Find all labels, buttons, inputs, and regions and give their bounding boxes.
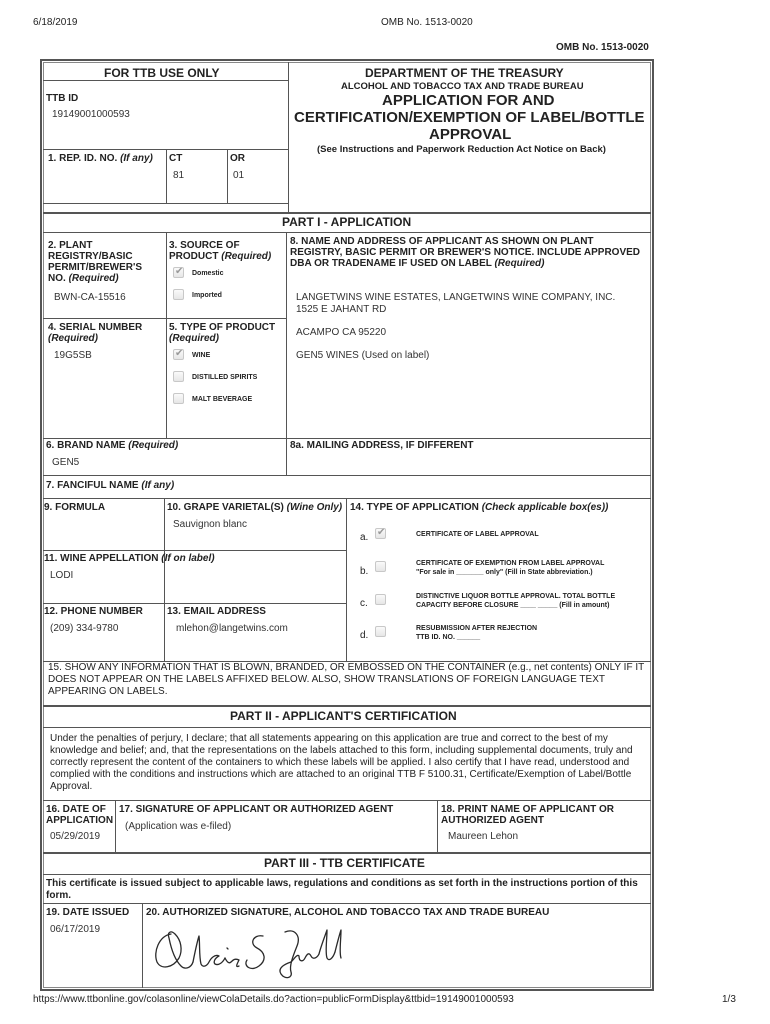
distinctive-bottle-text-2: CAPACITY BEFORE CLOSURE ____ _____ (Fill in amount): [416, 602, 610, 609]
distinctive-bottle-text-1: DISTINCTIVE LIQUOR BOTTLE APPROVAL. TOTAL BOTTLE: [416, 593, 616, 600]
applicant-label-1: 8. NAME AND ADDRESS OF APPLICANT AS SHOWN ON PLANT: [290, 236, 594, 247]
option-d-letter: d.: [360, 630, 369, 641]
ttb-id-label: TTB ID: [46, 93, 79, 104]
print-name-label-1: 18. PRINT NAME OF APPLICANT OR: [441, 804, 614, 815]
malt-beverage-checkbox[interactable]: [173, 393, 184, 404]
label-approval-text: CERTIFICATE OF LABEL APPROVAL: [416, 531, 539, 538]
rep-id-label: 1. REP. ID. NO. (If any): [48, 153, 153, 164]
print-name-value: Maureen Lehon: [448, 831, 519, 842]
grape-varietal-label: 10. GRAPE VARIETAL(S) (Wine Only): [167, 502, 343, 513]
malt-beverage-label: MALT BEVERAGE: [192, 396, 253, 403]
applicant-label-2: REGISTRY, BASIC PERMIT OR BREWER'S NOTICE. INCLUDE APPROVED: [290, 247, 640, 258]
distilled-spirits-label: DISTILLED SPIRITS: [192, 374, 258, 381]
ttb-use-only-heading: FOR TTB USE ONLY: [104, 66, 220, 80]
email-label: 13. EMAIL ADDRESS: [167, 606, 266, 617]
plant-label-1: 2. PLANT: [48, 240, 93, 251]
applicant-name: LANGETWINS WINE ESTATES, LANGETWINS WINE COMPANY, INC.: [296, 292, 616, 303]
appellation-value: LODI: [50, 570, 74, 581]
serial-label: 4. SERIAL NUMBER: [48, 322, 143, 333]
type-required: (Required): [169, 333, 219, 344]
form-title-line-2: CERTIFICATION/EXEMPTION OF LABEL/BOTTLE: [294, 109, 645, 126]
source-label-1: 3. SOURCE OF: [169, 240, 240, 251]
instructions-note: (See Instructions and Paperwork Reduction Act Notice on Back): [317, 144, 606, 155]
ct-label: CT: [169, 153, 183, 164]
resubmission-text-2: TTB ID. NO. ______: [416, 634, 481, 641]
brand-label: 6. BRAND NAME (Required): [46, 440, 179, 451]
exemption-text-1: CERTIFICATE OF EXEMPTION FROM LABEL APPROVAL: [416, 560, 605, 567]
option-c-letter: c.: [360, 598, 368, 609]
application-date-label-1: 16. DATE OF: [46, 804, 106, 815]
part-1-title: PART I - APPLICATION: [282, 215, 412, 229]
plant-label-3: PERMIT/BREWER'S: [48, 262, 143, 273]
type-label: 5. TYPE OF PRODUCT: [169, 322, 276, 333]
form-inner-frame: [43, 62, 651, 988]
imported-label: Imported: [192, 292, 222, 299]
authorized-signature-label: 20. AUTHORIZED SIGNATURE, ALCOHOL AND TOBACCO TAX AND TRADE BUREAU: [146, 907, 550, 918]
applicant-signature-label: 17. SIGNATURE OF APPLICANT OR AUTHORIZED AGENT: [119, 804, 394, 815]
or-label: OR: [230, 153, 245, 164]
page-url: https://www.ttbonline.gov/colasonline/viewColaDetails.do?action=publicFormDisplay&ttbid=19149001000593: [33, 994, 514, 1005]
option-a-letter: a.: [360, 532, 369, 543]
wine-checkbox[interactable]: [173, 349, 184, 360]
applicant-signature-value: (Application was e-filed): [125, 821, 232, 832]
date-issued-label: 19. DATE ISSUED: [46, 907, 130, 918]
omb-number-header: OMB No. 1513-0020: [381, 17, 473, 28]
applicant-label-3: DBA OR TRADENAME IF USED ON LABEL (Required): [290, 258, 545, 269]
form-title-line-3: APPROVAL: [429, 126, 512, 143]
certification-text: Under the penalties of perjury, I declare; that all statements appearing on this application are true and correct to the best of my knowledge and belief; and, that the representations on the labels attached to this form, including supplemental documents, truly and correctly represent the content of the containers to which these labels will be applied. I also certify that I have read, understood and complied with the conditions and instructions which are attached to an original TTB F 5100.31, Certificate/Exemption of Label/Bottle Approval.: [50, 733, 633, 792]
plant-label-4: NO. (Required): [48, 273, 119, 284]
ct-value: 81: [173, 170, 185, 181]
applicant-city: ACAMPO CA 95220: [296, 327, 387, 338]
exemption-checkbox[interactable]: [375, 561, 386, 572]
authorized-signature-image: [145, 918, 345, 980]
serial-required: (Required): [48, 333, 98, 344]
grape-varietal-value: Sauvignon blanc: [173, 519, 247, 530]
application-type-label: 14. TYPE OF APPLICATION (Check applicable box(es)): [350, 502, 609, 513]
bureau-heading: ALCOHOL AND TOBACCO TAX AND TRADE BUREAU: [341, 81, 584, 92]
label-approval-checkbox[interactable]: [375, 528, 386, 539]
phone-label: 12. PHONE NUMBER: [44, 606, 143, 617]
exemption-text-2: "For sale in _______ only" (Fill in State abbreviation.): [416, 569, 593, 576]
part-2-title: PART II - APPLICANT'S CERTIFICATION: [230, 709, 457, 723]
print-date: 6/18/2019: [33, 17, 78, 28]
distilled-spirits-checkbox[interactable]: [173, 371, 184, 382]
applicant-dba: GEN5 WINES (Used on label): [296, 350, 430, 361]
applicant-street: 1525 E JAHANT RD: [296, 304, 387, 315]
serial-value: 19G5SB: [54, 350, 92, 361]
option-b-letter: b.: [360, 566, 369, 577]
domestic-label: Domestic: [192, 270, 224, 277]
appellation-label: 11. WINE APPELLATION (If on label): [44, 553, 215, 564]
phone-value: (209) 334-9780: [50, 623, 119, 634]
plant-registry-value: BWN-CA-15516: [54, 292, 126, 303]
date-issued-value: 06/17/2019: [50, 924, 101, 935]
wine-label: WINE: [192, 352, 211, 359]
part-3-title: PART III - TTB CERTIFICATE: [264, 856, 425, 870]
application-date-value: 05/29/2019: [50, 831, 101, 842]
fanciful-name-label: 7. FANCIFUL NAME (If any): [46, 480, 175, 491]
formula-label: 9. FORMULA: [44, 502, 106, 513]
source-label-2: PRODUCT (Required): [169, 251, 272, 262]
ttb-id-value: 19149001000593: [52, 109, 130, 120]
imported-checkbox[interactable]: [173, 289, 184, 300]
omb-number: OMB No. 1513-0020: [556, 42, 649, 53]
distinctive-bottle-checkbox[interactable]: [375, 594, 386, 605]
print-name-label-2: AUTHORIZED AGENT: [441, 815, 544, 826]
resubmission-text-1: RESUBMISSION AFTER REJECTION: [416, 625, 538, 632]
brand-value: GEN5: [52, 457, 80, 468]
domestic-checkbox[interactable]: [173, 267, 184, 278]
or-value: 01: [233, 170, 245, 181]
application-date-label-2: APPLICATION: [46, 815, 114, 826]
department-heading: DEPARTMENT OF THE TREASURY: [365, 66, 564, 80]
certificate-notice: This certificate is issued subject to applicable laws, regulations and conditions as set forth in the instructions portion of this form.: [46, 878, 638, 901]
plant-label-2: REGISTRY/BASIC: [48, 251, 133, 262]
form-title-line-1: APPLICATION FOR AND: [382, 92, 555, 109]
item-15-instructions: 15. SHOW ANY INFORMATION THAT IS BLOWN, BRANDED, OR EMBOSSED ON THE CONTAINER (e.g., net contents) ONLY IF IT DOES NOT APPEAR ON THE LABELS AFFIXED BELOW. ALSO, SHOW TRANSLATIONS OF FOREIGN LANGUAGE TEXT APPEARING ON LABELS.: [48, 662, 645, 697]
mailing-address-label: 8a. MAILING ADDRESS, IF DIFFERENT: [290, 440, 474, 451]
email-value: mlehon@langetwins.com: [176, 623, 288, 634]
resubmission-checkbox[interactable]: [375, 626, 386, 637]
page-number: 1/3: [722, 994, 736, 1005]
